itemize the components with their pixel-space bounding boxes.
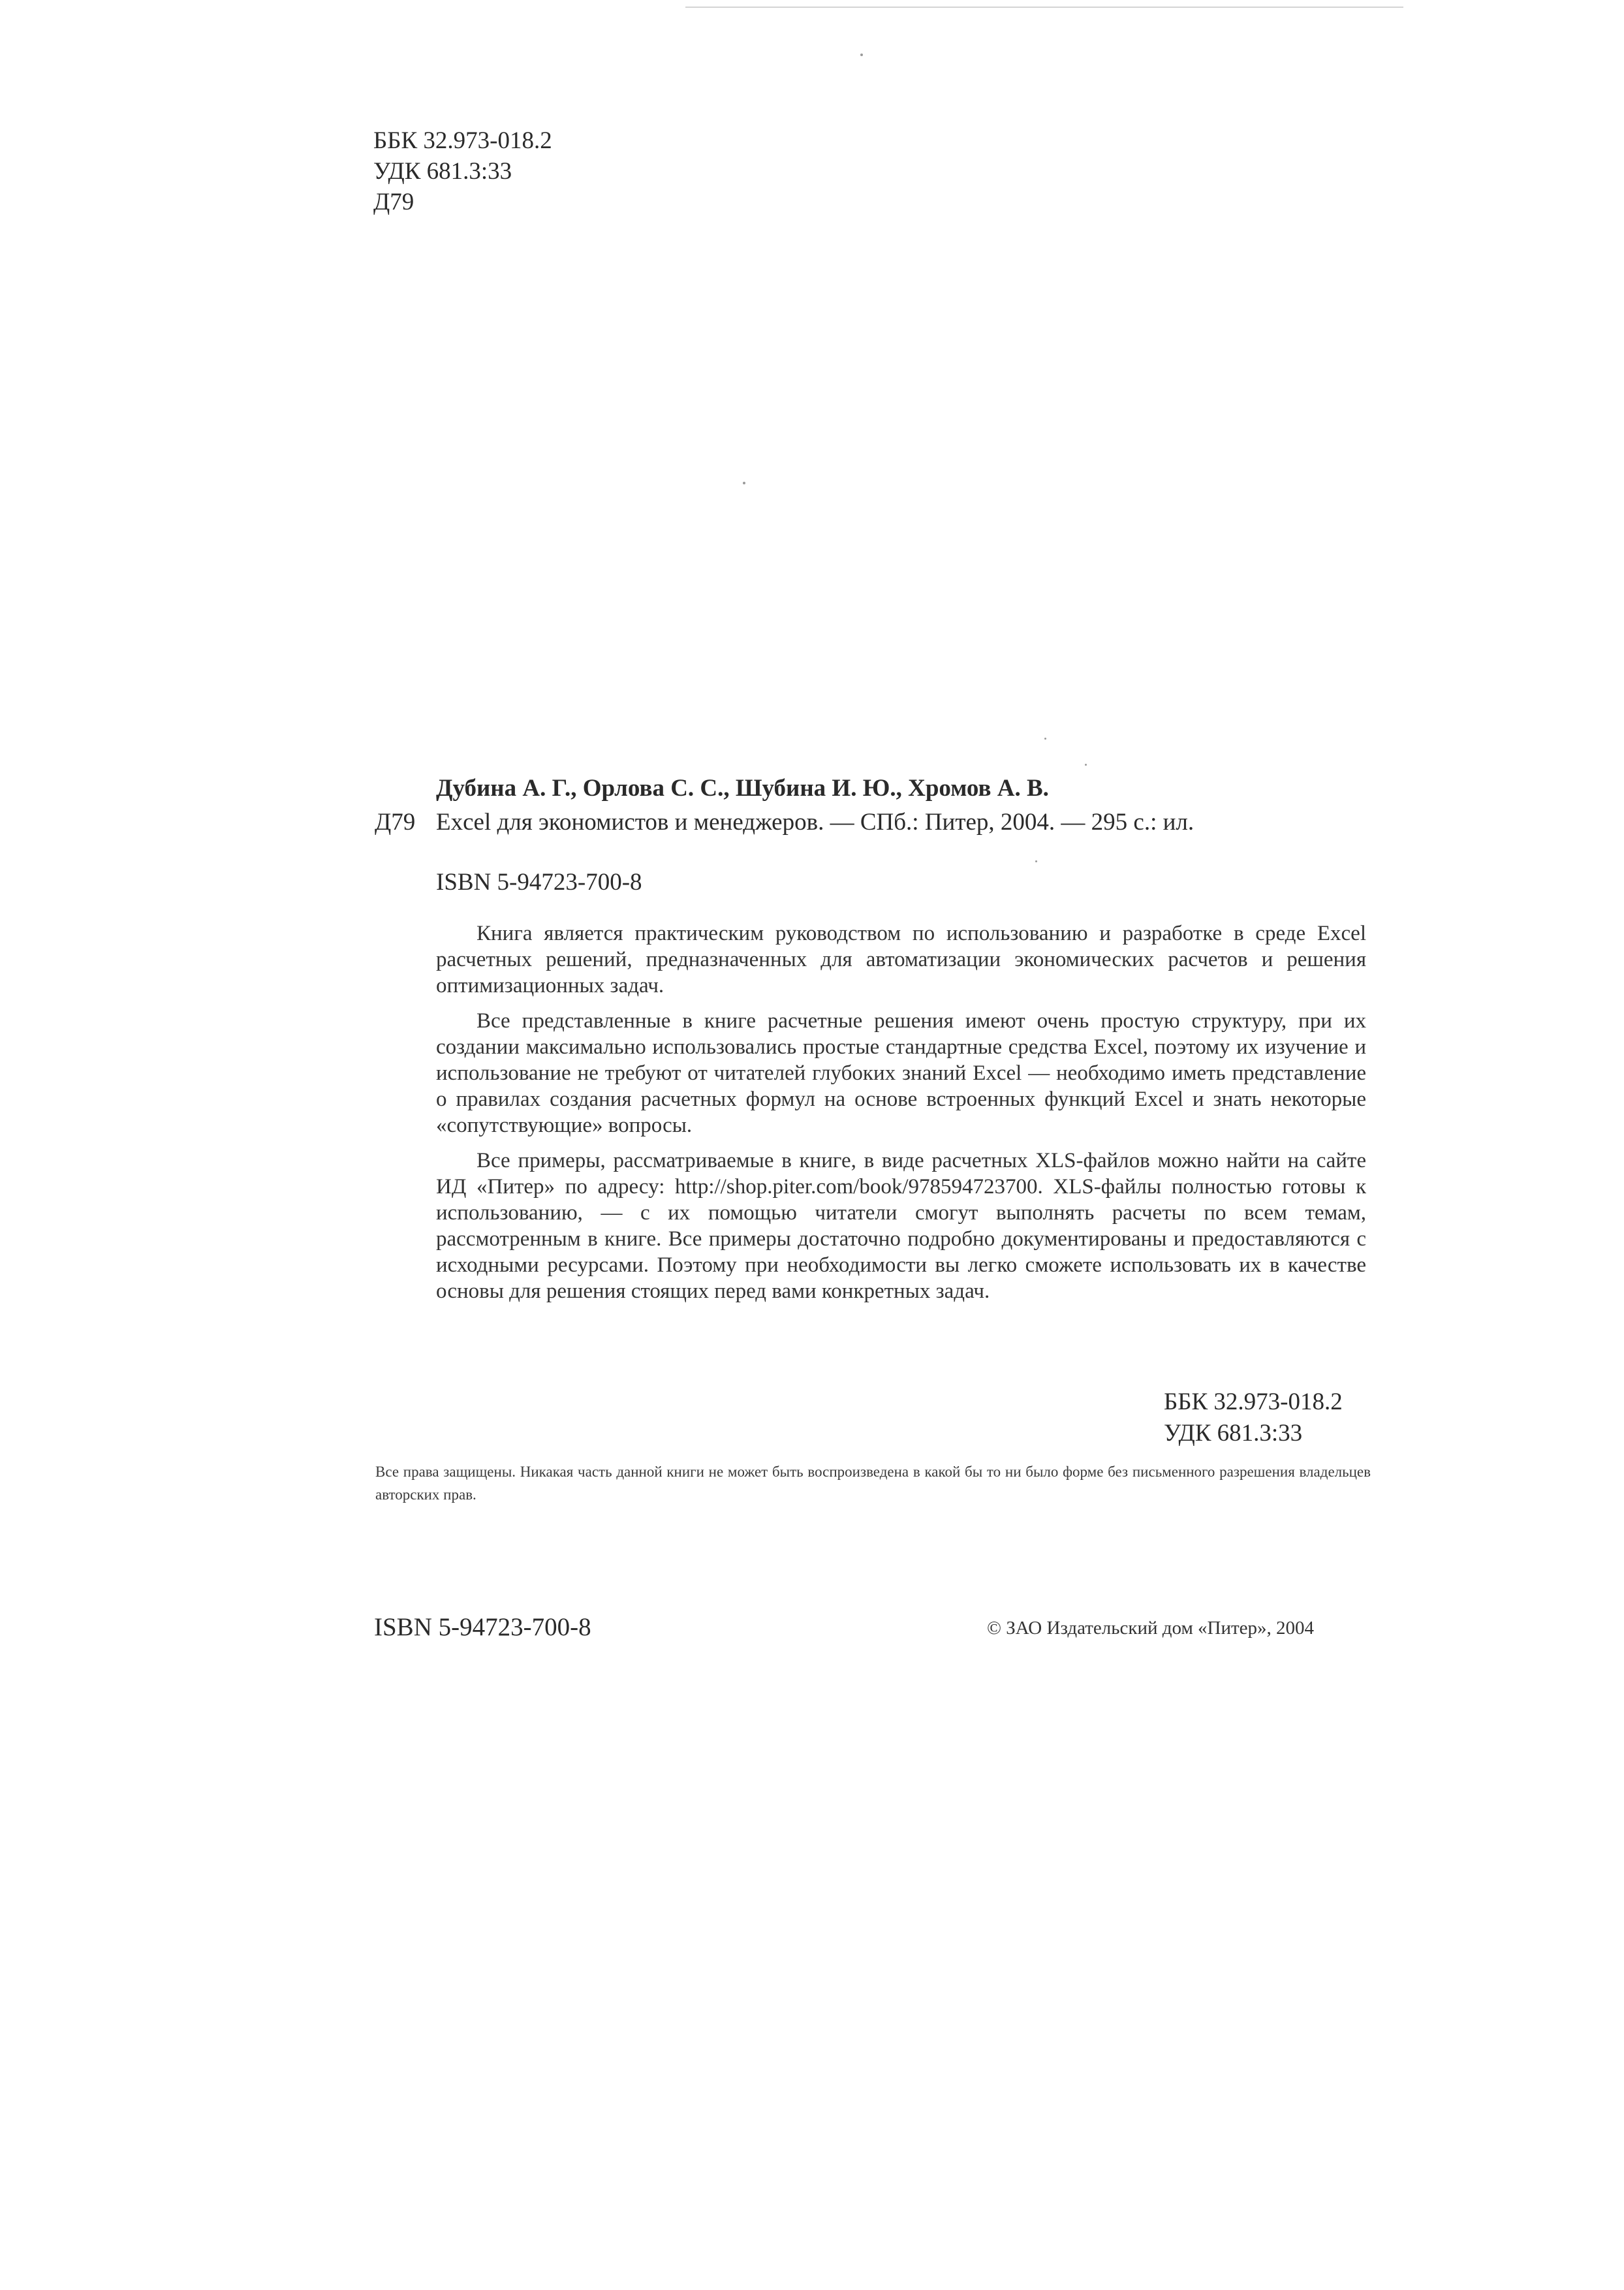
scan-speck <box>1044 738 1046 740</box>
scan-speck <box>743 482 745 484</box>
annotation-block <box>436 920 1366 1313</box>
title-line <box>375 808 1194 836</box>
isbn-bottom: ISBN 5-94723-700-8 <box>374 1613 591 1641</box>
footer-classification <box>1164 1387 1343 1449</box>
copyright-notice: © ЗАО Издательский дом «Питер», 2004 <box>987 1618 1315 1639</box>
annotation-paragraph: Книга является практическим руководством по использованию и разработке в среде Excel расчетных решений, предназначенных для автоматизации экономических расчетов и решения оптимизационных задач. <box>436 922 1366 997</box>
scan-speck <box>1035 860 1037 862</box>
record-author-code: Д79 <box>375 809 416 836</box>
author-code: Д79 <box>373 189 414 215</box>
udk-code-footer: УДК 681.3:33 <box>1164 1420 1303 1447</box>
authors-line: Дубина А. Г., Орлова С. С., Шубина И. Ю., Хромов А. В. <box>436 775 1049 802</box>
scan-edge-line <box>685 7 1403 8</box>
scan-speck <box>860 54 863 56</box>
bbk-code-footer: ББК 32.973-018.2 <box>1164 1388 1343 1415</box>
annotation-paragraph: Все представленные в книге расчетные решения имеют очень простую структуру, при их создании максимально использовались простые стандартные средства Excel, поэтому их изучение и использование не требуют от читателей глубоких знаний Excel — необходимо иметь представление о правилах создания расчетных формул на основе встроенных функций Excel и знать некоторые «сопутствующие» вопросы. <box>436 1009 1366 1137</box>
isbn-record: ISBN 5-94723-700-8 <box>436 869 642 896</box>
udk-code: УДК 681.3:33 <box>373 158 512 185</box>
rights-notice: Все права защищены. Никакая часть данной книги не может быть воспроизведена в какой бы то ни было форме без письменного разрешения владельцев авторских прав. <box>375 1464 1371 1503</box>
bbk-code: ББК 32.973-018.2 <box>373 127 552 154</box>
annotation-paragraph: Все примеры, рассматриваемые в книге, в виде расчетных XLS-файлов можно найти на сайте ИД «Питер» по адресу: http://shop.piter.com/book/978594723700. XLS-файлы полностью готовы к использованию, — с их помощью читатели смогут выполнять расчеты по всем темам, рассмотренным в книге. Все примеры достаточно подробно документированы и предоставляются с исходными ресурсами. Поэтому при необходимости вы легко сможете использовать их в качестве основы для решения стоящих перед вами конкретных задач. <box>436 1149 1366 1303</box>
book-title-imprint: Excel для экономистов и менеджеров. — СПб.: Питер, 2004. — 295 с.: ил. <box>436 809 1195 836</box>
scan-speck <box>1085 764 1087 766</box>
header-classification <box>373 125 552 217</box>
